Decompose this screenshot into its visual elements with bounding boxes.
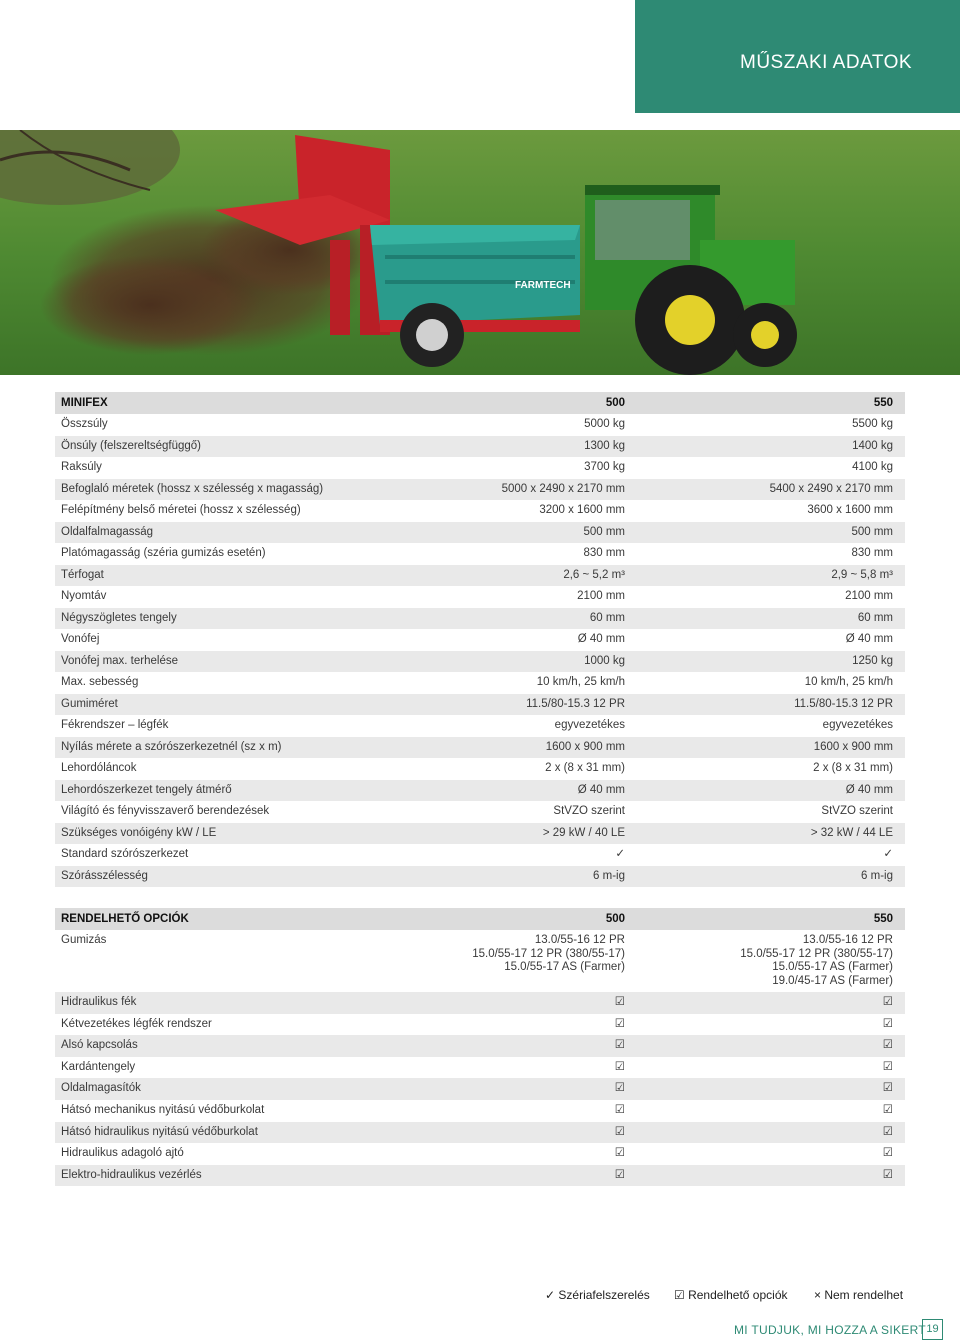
row-label: Alsó kapcsolás [61, 1039, 138, 1052]
row-value-500: ☑ [614, 996, 625, 1008]
table-row [55, 1035, 905, 1057]
row-label: Hidraulikus adagoló ajtó [61, 1147, 184, 1160]
row-label: Kétvezetékes légfék rendszer [61, 1017, 212, 1030]
row-label: Vonófej [61, 633, 100, 645]
row-label: Fékrendszer – légfék [61, 719, 169, 731]
row-label: Kardántengely [61, 1060, 136, 1073]
table-row [55, 586, 905, 608]
row-label: Hátsó mechanikus nyitású védőburkolat [61, 1103, 265, 1116]
options-header-col-550: 550 [873, 913, 893, 925]
row-value-550: > 32 kW / 44 LE [810, 826, 893, 839]
gumizas-col-500 [448, 934, 625, 975]
row-value-500: 2 x (8 x 31 mm) [545, 762, 625, 774]
row-label: Oldalfalmagasság [61, 525, 154, 538]
gumizas-500-option: 15.0/55-17 12 PR (380/55-17) [472, 947, 625, 960]
row-value-550: 4100 kg [852, 461, 893, 473]
gumizas-550-option: 15.0/55-17 12 PR (380/55-17) [740, 947, 893, 960]
row-value-550: 11.5/80-15.3 12 PR [794, 697, 893, 710]
row-label: Térfogat [61, 568, 104, 581]
row-value-550: ☑ [882, 1082, 893, 1095]
row-value-500: ☑ [614, 1039, 625, 1052]
footer-slogan: MI TUDJUK, MI HOZZA A SIKERT [734, 1323, 926, 1337]
row-label: Felépítmény belső méretei (hossz x szélesség) [61, 504, 301, 516]
section-header [635, 0, 960, 113]
row-label: Gumiméret [61, 697, 118, 710]
row-value-550: ☑ [882, 1103, 893, 1116]
row-value-550: 60 mm [857, 611, 893, 624]
row-label: Standard szórószerkezet [61, 848, 189, 860]
row-value-500: 11.5/80-15.3 12 PR [526, 697, 625, 710]
gumizas-550-option: 15.0/55-17 AS (Farmer) [772, 961, 893, 973]
row-value-500: StVZO szerint [553, 805, 625, 817]
table-row [55, 479, 905, 501]
table-row [55, 629, 905, 651]
table-row [55, 608, 905, 630]
row-label: Világító és fényvisszaverő berendezések [61, 805, 270, 817]
section-title: MŰSZAKI ADATOK [740, 52, 913, 73]
brand-logo: FARMTECH [515, 280, 571, 291]
row-value-550: StVZO szerint [821, 805, 893, 817]
row-label: Lehordószerkezet tengely átmérő [61, 783, 232, 796]
row-value-500: 3200 x 1600 mm [539, 504, 625, 516]
row-value-550: ☑ [882, 1168, 893, 1181]
row-label: Nyílás mérete a szórószerkezetnél (sz x m) [61, 740, 282, 753]
gumizas-500-option: 15.0/55-17 AS (Farmer) [504, 961, 625, 973]
table-row [55, 543, 905, 565]
table-row [55, 436, 905, 458]
row-value-550: 5500 kg [852, 418, 893, 430]
row-value-550: 2 x (8 x 31 mm) [813, 762, 893, 774]
table-row [55, 1165, 905, 1187]
row-value-500: 1000 kg [584, 654, 625, 667]
row-value-500: ✓ [615, 848, 625, 860]
row-label: Elektro-hidraulikus vezérlés [61, 1168, 202, 1181]
row-value-500: > 29 kW / 40 LE [542, 826, 625, 839]
options-header-label: RENDELHETŐ OPCIÓK [61, 913, 189, 925]
row-value-500: ☑ [614, 1103, 625, 1116]
table-row [55, 1143, 905, 1165]
row-value-500: 60 mm [589, 611, 625, 624]
row-label: Hidraulikus fék [61, 996, 137, 1008]
row-value-550: 830 mm [851, 547, 893, 559]
table-row [55, 1057, 905, 1079]
row-value-550: ☑ [882, 996, 893, 1008]
row-label: Max. sebesség [61, 676, 139, 688]
row-label: Befoglaló méretek (hossz x szélesség x magasság) [61, 482, 324, 495]
legend-optional: ☑ Rendelhető opciók [674, 1288, 788, 1302]
row-value-500: egyvezetékes [554, 719, 625, 731]
gumizas-500-option: 13.0/55-16 12 PR [534, 934, 625, 946]
table-row [55, 500, 905, 522]
row-value-550: 500 mm [851, 525, 893, 538]
row-value-550: ☑ [882, 1060, 893, 1073]
row-value-500: 5000 kg [584, 418, 625, 430]
row-value-500: ☑ [614, 1125, 625, 1138]
row-value-500: 830 mm [583, 547, 625, 559]
table-row [55, 522, 905, 544]
legend-unavailable: × Nem rendelhet [814, 1288, 904, 1302]
spec-header-col-550: 550 [873, 397, 893, 409]
table-row [55, 672, 905, 694]
row-label: Önsúly (felszereltségfüggő) [61, 439, 201, 452]
row-label: Nyomtáv [61, 590, 107, 602]
row-label: Hátsó hidraulikus nyitású védőburkolat [61, 1125, 258, 1138]
row-value-500: ☑ [614, 1060, 625, 1073]
row-value-500: 1300 kg [584, 439, 625, 452]
table-row [55, 1014, 905, 1036]
row-value-550: 1600 x 900 mm [813, 740, 893, 753]
gumizas-550-option: 19.0/45-17 AS (Farmer) [772, 974, 893, 987]
options-header-col-500: 500 [605, 913, 625, 925]
row-value-500: 2100 mm [577, 590, 625, 602]
options-table [55, 908, 905, 1186]
table-row [55, 992, 905, 1014]
hero-photo [0, 130, 960, 375]
row-value-550: 1250 kg [852, 654, 893, 667]
row-value-550: 2100 mm [845, 590, 893, 602]
row-value-500: Ø 40 mm [577, 783, 625, 796]
table-row [55, 414, 905, 436]
row-value-550: 3600 x 1600 mm [807, 504, 893, 516]
row-value-500: 3700 kg [584, 461, 625, 473]
table-row [55, 801, 905, 823]
table-row [55, 694, 905, 716]
row-value-500: 2,6 ~ 5,2 m³ [563, 568, 625, 581]
row-value-550: 6 m-ig [861, 869, 893, 882]
table-row [55, 1122, 905, 1144]
row-value-550: ☑ [882, 1125, 893, 1138]
options-row-gumizas [55, 930, 905, 992]
table-row [55, 457, 905, 479]
row-value-500: ☑ [614, 1168, 625, 1181]
row-value-500: 10 km/h, 25 km/h [536, 676, 625, 688]
row-value-550: Ø 40 mm [845, 783, 893, 796]
row-value-500: Ø 40 mm [577, 633, 625, 645]
row-value-500: 1600 x 900 mm [545, 740, 625, 753]
table-row [55, 1100, 905, 1122]
row-label: Szükséges vonóigény kW / LE [61, 826, 217, 839]
row-value-500: ☑ [614, 1147, 625, 1160]
row-label: Vonófej max. terhelése [61, 654, 178, 667]
table-row [55, 866, 905, 888]
row-value-500: ☑ [614, 1017, 625, 1030]
table-row [55, 844, 905, 866]
row-label: Lehordóláncok [61, 762, 137, 774]
row-value-550: 1400 kg [852, 439, 893, 452]
tractor-spreader-illustration [0, 130, 960, 375]
table-row [55, 651, 905, 673]
row-label: Oldalmagasítók [61, 1082, 141, 1095]
row-value-550: 2,9 ~ 5,8 m³ [831, 568, 893, 581]
row-label: Összsúly [61, 418, 108, 430]
table-row [55, 758, 905, 780]
row-value-550: ☑ [882, 1017, 893, 1030]
row-value-550: Ø 40 mm [845, 633, 893, 645]
gumizas-550-option: 13.0/55-16 12 PR [802, 934, 893, 946]
table-row [55, 715, 905, 737]
table-row [55, 823, 905, 845]
row-value-500: ☑ [614, 1082, 625, 1095]
row-label: Négyszögletes tengely [61, 611, 177, 624]
row-value-550: ☑ [882, 1039, 893, 1052]
row-value-500: 5000 x 2490 x 2170 mm [501, 482, 625, 495]
row-value-500: 6 m-ig [593, 869, 625, 882]
spec-header-label: MINIFEX [61, 397, 108, 409]
row-value-550: ☑ [882, 1147, 893, 1160]
row-value-550: ✓ [883, 848, 893, 860]
row-value-550: egyvezetékes [822, 719, 893, 731]
row-value-550: 10 km/h, 25 km/h [804, 676, 893, 688]
table-row [55, 565, 905, 587]
table-row [55, 780, 905, 802]
spec-table-header [55, 392, 905, 414]
row-value-550: 5400 x 2490 x 2170 mm [769, 482, 893, 495]
table-row [55, 737, 905, 759]
options-table-header [55, 908, 905, 930]
page-number: 19 [922, 1319, 943, 1340]
legend-standard: ✓ Szériafelszerelés [545, 1288, 650, 1302]
row-label: Platómagasság (széria gumizás esetén) [61, 547, 266, 559]
row-label: Raksúly [61, 461, 102, 473]
spec-header-col-500: 500 [605, 397, 625, 409]
spec-table [55, 392, 905, 887]
row-label: Szórásszélesség [61, 869, 148, 882]
gumizas-label: Gumizás [61, 934, 107, 946]
table-row [55, 1078, 905, 1100]
row-value-500: 500 mm [583, 525, 625, 538]
gumizas-col-550 [625, 934, 899, 988]
